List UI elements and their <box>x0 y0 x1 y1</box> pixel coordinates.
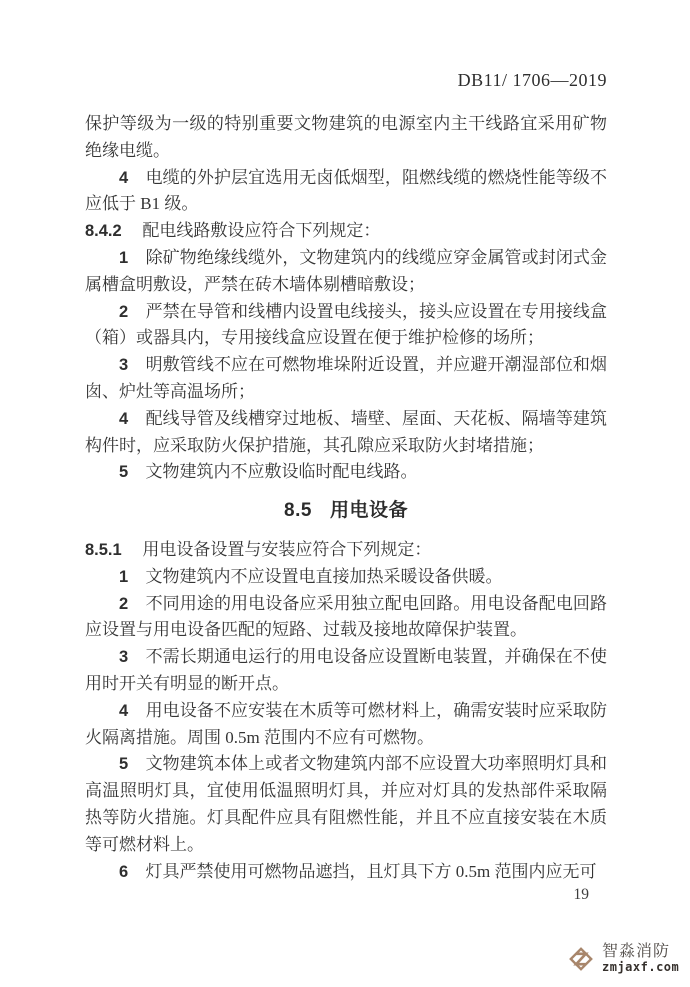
list-item-8-4-2-1 <box>85 245 607 299</box>
item-text: 文物建筑内不应设置电直接加热采暖设备供暖。 <box>145 566 503 586</box>
item-number: 3 <box>119 356 129 375</box>
section-heading-8-5 <box>85 498 607 525</box>
list-item-8-4-2-2 <box>85 299 607 353</box>
item-number: 5 <box>119 755 129 774</box>
item-number: 5 <box>119 463 129 482</box>
clause-8-5-1 <box>85 537 607 564</box>
section-title: 用电设备 <box>329 500 408 522</box>
list-item-8-5-1-6 <box>85 859 607 886</box>
item-text: 用电设备不应安装在木质等可燃材料上，确需安装时应采取防火隔离措施。周围 0.5m 范围内不应有可燃物。 <box>85 700 607 747</box>
list-item-8-4-2-3 <box>85 352 607 406</box>
item-number: 3 <box>119 648 129 667</box>
document-header <box>85 70 607 91</box>
item-number: 4 <box>119 701 129 720</box>
clause-8-4-2 <box>85 218 607 245</box>
item-text: 文物建筑本体上或者文物建筑内部不应设置大功率照明灯具和高温照明灯具，宜使用低温照明灯具，并应对灯具的发热部件采取隔热等防火措施。灯具配件应具有阻燃性能，并且不应直接安装在木质等可燃材料上。 <box>85 754 607 854</box>
clause-number: 8.4.2 <box>85 222 122 241</box>
list-item-8-5-1-4 <box>85 698 607 752</box>
item-number: 2 <box>119 302 129 321</box>
standard-number: DB11/ 1706—2019 <box>457 70 607 90</box>
zhimiao-logo-icon <box>566 941 598 977</box>
list-item-8-4-1-4 <box>85 165 607 219</box>
clause-text: 用电设备设置与安装应符合下列规定： <box>142 539 432 559</box>
list-item-8-4-2-5 <box>85 459 607 486</box>
item-number: 2 <box>119 594 129 613</box>
watermark-site: zmjaxf.com <box>602 960 680 975</box>
item-number: 4 <box>119 168 129 187</box>
item-text: 明敷管线不应在可燃物堆垛附近设置，并应避开潮湿部位和烟囱、炉灶等高温场所； <box>85 355 607 401</box>
item-number: 6 <box>119 862 129 881</box>
watermark-text <box>602 944 679 973</box>
item-text: 电缆的外护层宜选用无卤低烟型，阻燃线缆的燃烧性能等级不应低于 B1 级。 <box>85 167 607 214</box>
item-number: 1 <box>119 567 129 586</box>
list-item-8-5-1-1 <box>85 564 607 591</box>
watermark <box>566 941 679 977</box>
item-text: 文物建筑内不应敷设临时配电线路。 <box>145 462 418 482</box>
list-item-8-4-2-4 <box>85 406 607 460</box>
page-number: 19 <box>573 886 589 903</box>
list-item-8-5-1-3 <box>85 644 607 698</box>
clause-text: 配电线路敷设应符合下列规定： <box>142 221 381 241</box>
clause-number: 8.5.1 <box>85 540 122 559</box>
item-text: 配线导管及线槽穿过地板、墙壁、屋面、天花板、隔墙等建筑构件时，应采取防火保护措施，其孔隙应采取防火封堵措施； <box>85 408 607 455</box>
section-number: 8.5 <box>284 500 312 522</box>
item-text: 灯具严禁使用可燃物品遮挡，且灯具下方 0.5m 范围内应无可 <box>145 861 597 881</box>
item-text: 除矿物绝缘线缆外，文物建筑内的线缆应穿金属管或封闭式金属槽盒明敷设，严禁在砖木墙体剔槽暗敷设； <box>85 247 607 294</box>
list-item-8-5-1-2 <box>85 591 607 645</box>
watermark-brand: 智淼消防 <box>602 943 671 961</box>
paragraph-continuation: 保护等级为一级的特别重要文物建筑的电源室内主干线路宜采用矿物绝缘电缆。 <box>85 114 607 160</box>
document-body <box>85 111 607 885</box>
item-number: 4 <box>119 409 129 428</box>
item-number: 1 <box>119 248 129 267</box>
list-item-8-5-1-5 <box>85 751 607 858</box>
item-text: 严禁在导管和线槽内设置电线接头，接头应设置在专用接线盒（箱）或器具内，专用接线盒应设置在便于维护检修的场所； <box>85 301 607 348</box>
item-text: 不需长期通电运行的用电设备应设置断电装置，并确保在不使用时开关有明显的断开点。 <box>85 647 607 693</box>
item-text: 不同用途的用电设备应采用独立配电回路。用电设备配电回路应设置与用电设备匹配的短路、过载及接地故障保护装置。 <box>85 593 607 640</box>
